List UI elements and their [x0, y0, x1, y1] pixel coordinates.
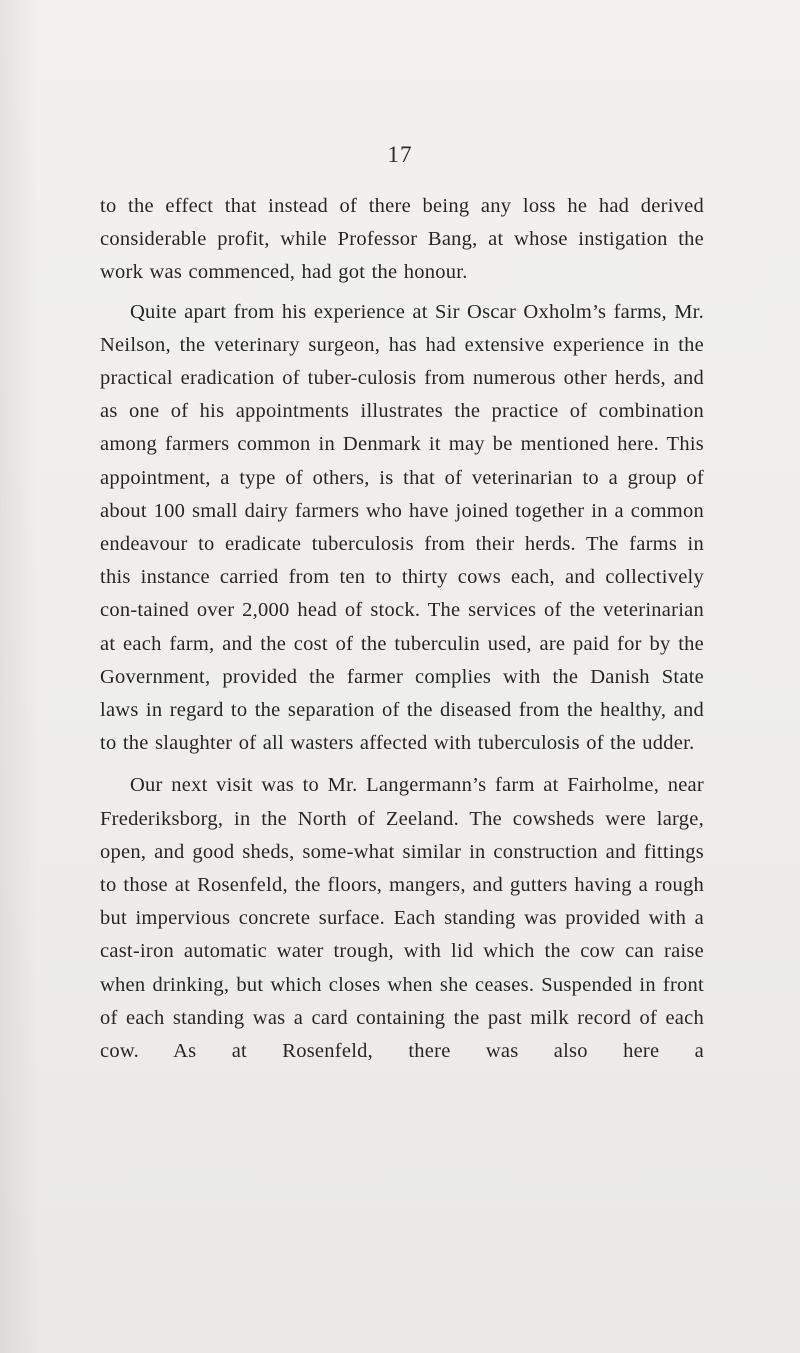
paragraph-neilson: Quite apart from his experience at Sir Oscar Oxholm’s farms, Mr. Neilson, the veterinary surgeon, has had extensive experience in the practical eradication of tuber-culosis from numerous other herds, and as one of his appointments illustrates the practice of combination among farmers common in Denmark it may be mentioned here. This appointment, a type of others, is that of veterinarian to a group of about 100 small dairy farmers who have joined together in a common endeavour to eradicate tuberculosis from their herds. The farms in this instance carried from ten to thirty cows each, and collectively con-tained over 2,000 head of stock. The services of the veterinarian at each farm, and the cost of the tuberculin used, are paid for by the Government, provided the farmer complies with the Danish State laws in regard to the separation of the diseased from the healthy, and to the slaughter of all wasters affected with tuberculosis of the udder. [100, 300, 704, 755]
body-text [100, 190, 704, 1068]
page-number: 17 [387, 142, 413, 167]
paragraph-continuation: to the effect that instead of there being any loss he had derived considerable profit, while Professor Bang, at whose instigation the work was commenced, had got the honour. [100, 195, 704, 284]
paragraph-langermann: Our next visit was to Mr. Langermann’s farm at Fairholme, near Frederiksborg, in the North of Zeeland. The cowsheds were large, open, and good sheds, some-what similar in construction and fittings to those at Rosenfeld, the floors, mangers, and gutters having a rough but impervious concrete surface. Each standing was provided with a cast-iron automatic water trough, with lid which the cow can raise when drinking, but which closes when she ceases. Suspended in front of each standing was a card containing the past milk record of each cow. As at Rosenfeld, there was also here a [100, 774, 704, 1063]
